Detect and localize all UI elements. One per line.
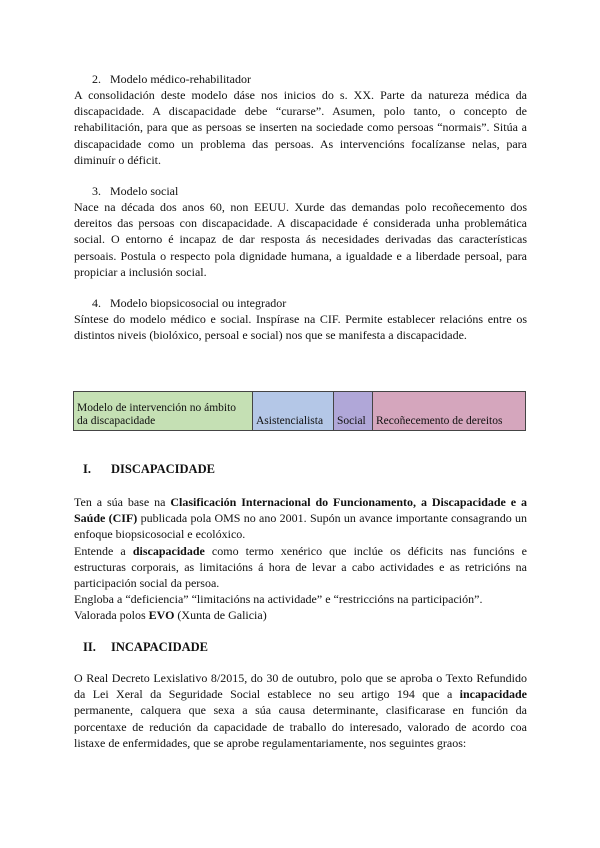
section-2-heading: II. INCAPACIDADE	[83, 640, 208, 654]
model-3-heading: 3. Modelo social	[92, 184, 179, 198]
section-1-paragraph-4: Valorada polos EVO (Xunta de Galicia)	[74, 608, 267, 622]
table-row	[74, 392, 526, 431]
model-4-heading: 4. Modelo biopsicosocial ou integrador	[92, 296, 287, 310]
table-cell-asistencialista: Asistencialista	[253, 392, 334, 431]
section-1-heading: I. DISCAPACIDADE	[83, 462, 215, 476]
intervention-model-table	[73, 391, 526, 431]
model-3-paragraph: Nace na década dos anos 60, non EEUU. Xurde das demandas polo recoñecemento dos dereitos das persoas con discapacidade. A discapacidade é considerada unha problemática social. O entorno é incapaz de dar resposta ás necesidades derivadas das características persoais. Postula o respecto pola dignidade humana, a igualdade e a liberdade persoal, para propiciar a inclusión social.	[74, 200, 527, 279]
table-cell-model: Modelo de intervención no ámbito da discapacidade	[74, 392, 253, 431]
section-2-paragraph-1: O Real Decreto Lexislativo 8/2015, do 30 de outubro, polo que se aproba o Texto Refundido da Lei Xeral da Seguridade Social establece no seu artigo 194 que a incapacidade permanente, calquera que sexa a súa causa determinante, clasificarase en función da porcentaxe de redución da capacidade de traballo do interesado, valorado de acordo coa listaxe de enfermidades, que se aprobe regulamentariamente, nos seguintes graos:	[74, 671, 527, 750]
section-1-paragraph-2: Entende a discapacidade como termo xenérico que inclúe os déficits nas funcións e estructuras corporais, as limitacións á hora de levar a cabo actividades e as retricións na participación social da persoa.	[74, 544, 527, 591]
model-2-heading: 2. Modelo médico-rehabilitador	[92, 72, 251, 86]
model-2-paragraph: A consolidación deste modelo dáse nos inicios do s. XX. Parte da natureza médica da discapacidade. A discapacidade debe “curarse”. Asumen, polo tanto, o concepto de rehabilitación, para que as persoas se inserten na sociedade como persoas “normais”. Sitúa a discapacidade como un problema das persoas. As intervencións focalízanse nelas, para diminuír o déficit.	[74, 88, 527, 167]
table-cell-dereitos: Recoñecemento de dereitos	[373, 392, 526, 431]
table-cell-social: Social	[334, 392, 373, 431]
model-4-paragraph: Síntese do modelo médico e social. Inspírase na CIF. Permite establecer relacións entre os distintos niveis (biolóxico, persoal e social) nos que se manifesta a discapacidade.	[74, 312, 527, 343]
section-1-paragraph-1: Ten a súa base na Clasificación Internacional do Funcionamento, a Discapacidade e a Saúde (CIF) publicada pola OMS no ano 2001. Supón un avance importante consagrando un enfoque biopsicosocial e ecolóxico.	[74, 495, 527, 542]
section-1-paragraph-3: Engloba a “deficiencia” “limitacións na actividade” e “restriccións na participación”.	[74, 592, 483, 606]
